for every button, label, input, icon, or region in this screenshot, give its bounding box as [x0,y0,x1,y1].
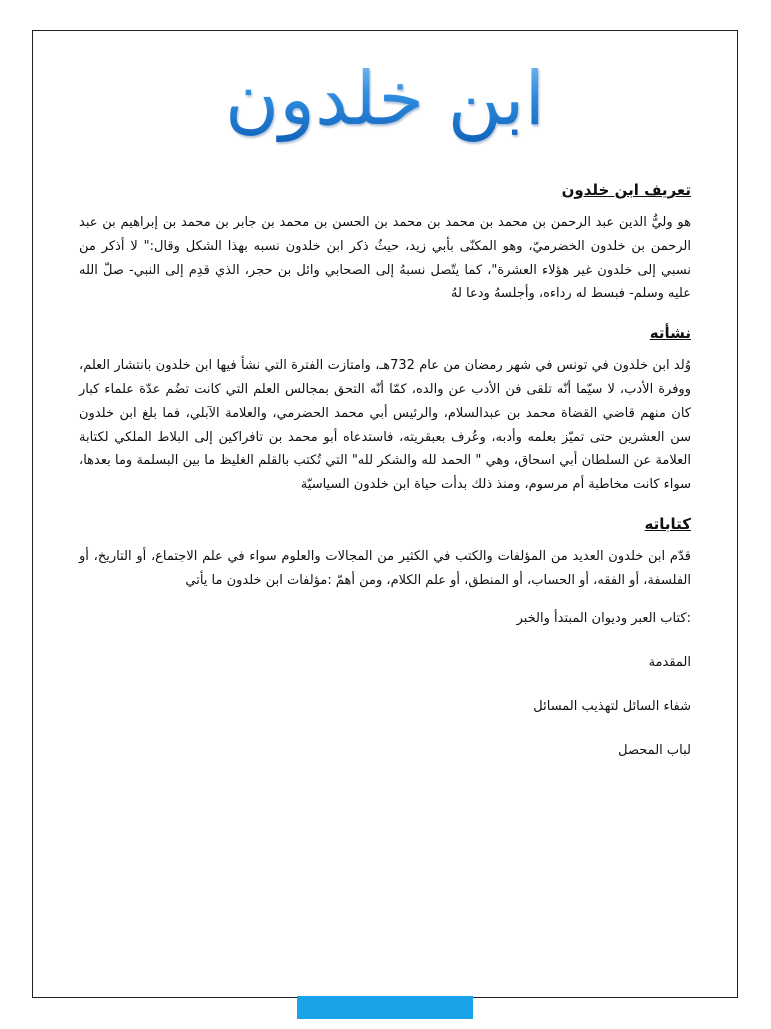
section-heading-upbringing: نشأته [649,324,691,343]
paragraph-writings: قدّم ابن خلدون العديد من المؤلفات والكتب في الكثير من المجالات والعلوم سواء في علم الاجتماع، أو التاريخ، أو الفلسفة، أو الفقه، أو الحساب، أو المنطق، أو علم الكلام، ومن أهمّ :مؤلفات ابن خلدون ما يأتي [79,548,691,588]
paragraph-definition: هو وليُّ الدين عبد الرحمن بن محمد بن محمد بن محمد بن الحسن بن محمد بن جابر بن محمد بن إبراهيم بن عبد الرحمن بن خلدون الخضرميّ، وهو المكنّى بأبي زيد، حيثُ ذكر ابن خلدون نسبه بهذا الشكل وقال:" لا أذكر من نسبي إلى خلدون غير هؤلاء العشرة"، كما يتّصل نسبهُ إلى الصحابي وائل بن حجر، الذي قدِم إلى النبي- صلّ الله عليه وسلم- فبسط له رداءه، وأجلسهُ ودعا لهُ [79,215,691,302]
title-banner [33,51,737,147]
list-item: :كتاب العبر وديوان المبتدأ والخبر [516,610,691,626]
list-item: لباب المحصل [618,742,691,758]
paragraph-upbringing: وُلد ابن خلدون في تونس في شهر رمضان من عام 732هـ، وامتازت الفترة التي نشأ فيها ابن خلدون بانتشار العلم، ووفرة الأدب، لا سيّما أنّه تلقى فن الأدب عن والده، كمّا أنّه التحق بمجالس العلم التي كانت تضُم عدّة علماء كبار كان منهم قاضي القضاة محمد بن عبدالسلام، والرئيس أبي محمد الحضرمي، والعلامة الآبلي، فما بلغ ابن خلدون سن العشرين حتى تميّز بعلمه وأدبه، وعُرف بعبقريته، فاستدعاه أبو محمد بن تافراكين إلى البلاط الملكي لكتابة العلامة عن السلطان أبي اسحاق، وهي " الحمد لله والشكر لله" التي تُكتب بالقلم الغليظ ما بين البسلمة وما بعدها، سواء كانت مخاطبة أم مرسوم، ومنذ ذلك بدأت حياة ابن خلدون السياسيّة [79,358,691,493]
book-list [79,609,691,761]
document-body [79,179,691,785]
section-heading-definition: تعريف ابن خلدون [561,181,691,199]
list-item: المقدمة [648,654,691,670]
document-title: ابن خلدون [225,51,545,147]
document-page [32,30,738,998]
section-upbringing [79,322,691,497]
page-tab-indicator[interactable] [297,996,473,1019]
section-definition [79,179,691,306]
list-item: شفاء السائل لتهذيب المسائل [533,698,691,714]
section-writings [79,513,691,761]
section-heading-writings: كتاباته [644,514,691,533]
